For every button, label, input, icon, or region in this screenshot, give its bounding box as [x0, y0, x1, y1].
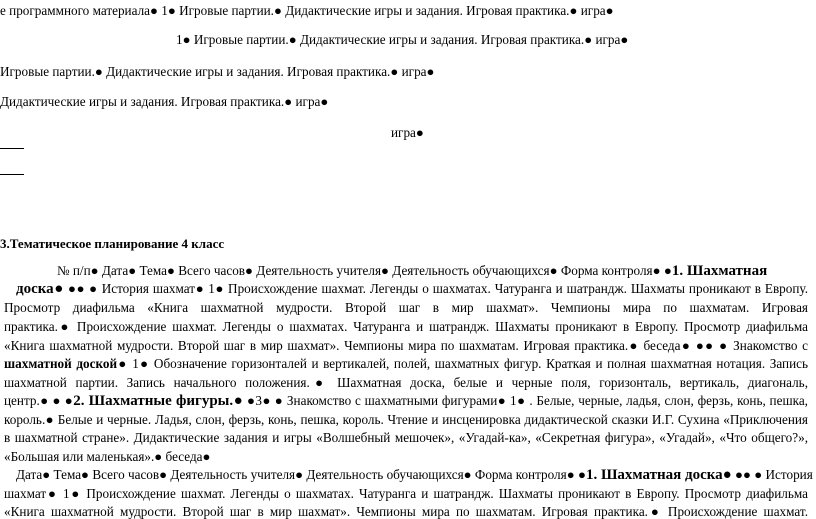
section-title: доска●	[16, 281, 65, 297]
divider	[0, 174, 24, 175]
section-title: 2. Шахматные фигуры.●	[73, 393, 244, 409]
text-run: ●● ● История	[731, 467, 813, 482]
text-line: е программного материала● 1● Игровые партии.● Дидактические игры и задания. Игровая практика.● игра●	[0, 3, 614, 18]
section-title: 1. Шахматная	[671, 263, 768, 279]
paragraph-line: «Книга шахматной мудрости. Второй шаг в мир шахмат». Чемпионы мира по шахматам. Игровая практика.● беседа● ●● ● Знакомство с	[4, 338, 808, 353]
paragraph-line: король.● Белые и черные. Ладья, слон, ферзь, конь, пешка, король. Чтение и инсценировка дидактической сказки И.Г. Сухина «Приключения	[4, 412, 808, 427]
section-heading: 3.Тематическое планирование 4 класс	[0, 236, 225, 251]
text-run: Дата● Тема● Всего часов● Деятельность учителя● Деятельность обучающихся● Форма контроля● ●	[16, 467, 586, 482]
text-run: центр.● ● ●	[4, 393, 74, 408]
section-title: 1. Шахматная доска●	[585, 467, 732, 483]
text-run: № п/п● Дата● Тема● Всего часов● Деятельность учителя● Деятельность обучающихся● Форма контроля● ●	[57, 263, 672, 278]
text-line: Игровые партии.● Дидактические игры и задания. Игровая практика.● игра●	[0, 64, 435, 79]
text-run: ●● ● История шахмат● 1● Происхождение шахмат. Легенды о шахматах. Чатуранга и шатрандж. Шахматы проникают в Европу.	[64, 281, 809, 296]
paragraph-line: Просмотр диафильма «Книга шахматной мудрости. Второй шаг в мир шахмат». Чемпионы мира по шахматам. Игровая	[4, 300, 808, 315]
paragraph-line	[4, 357, 808, 370]
paragraph-line: шахматной партии. Запись начального положения.● Шахматная доска, белые и черные поля, горизонталь, вертикаль, диагональ,	[4, 375, 808, 390]
divider	[0, 148, 24, 149]
paragraph-line	[57, 263, 768, 279]
text-line: Дидактические игры и задания. Игровая практика.● игра●	[0, 94, 329, 109]
paragraph-line: «Книга шахматной мудрости. Второй шаг в мир шахмат». Чемпионы мира по шахматам. Игровая практика.● Происхождение шахмат.	[4, 504, 808, 519]
paragraph-line	[4, 394, 808, 409]
paragraph-line: практика.● Происхождение шахмат. Легенды о шахматах. Чатуранга и шатрандж. Шахматы проникают в Европу. Просмотр диафильма	[4, 319, 808, 334]
paragraph-line: шахмат● 1● Происхождение шахмат. Легенды о шахматах. Чатуранга и шатрандж. Шахматы проникают в Европу. Просмотр диафильма	[4, 486, 808, 501]
paragraph-line: в шахматной стране». Дидактические задания и игры «Волшебный мешочек», «Угадай-ка», «Секретная фигура», «Угадай», «Что общего?»,	[4, 430, 808, 445]
text-run: ●3● ● Знакомство с шахматными фигурами● 1● . Белые, черные, ладья, слон, ферзь, конь, пешка,	[243, 393, 808, 408]
paragraph-line	[16, 282, 808, 297]
paragraph-line	[16, 467, 813, 483]
paragraph-line: «Большая или маленькая».● беседа●	[4, 449, 211, 464]
text-line: игра●	[391, 125, 424, 140]
topic-title: шахматной доской●	[4, 356, 128, 371]
text-line: 1● Игровые партии.● Дидактические игры и задания. Игровая практика.● игра●	[176, 32, 629, 47]
text-run: 1● Обозначение горизонталей и вертикалей, полей, шахматных фигур. Краткая и полная шахматная нотация. Запись	[127, 356, 808, 371]
